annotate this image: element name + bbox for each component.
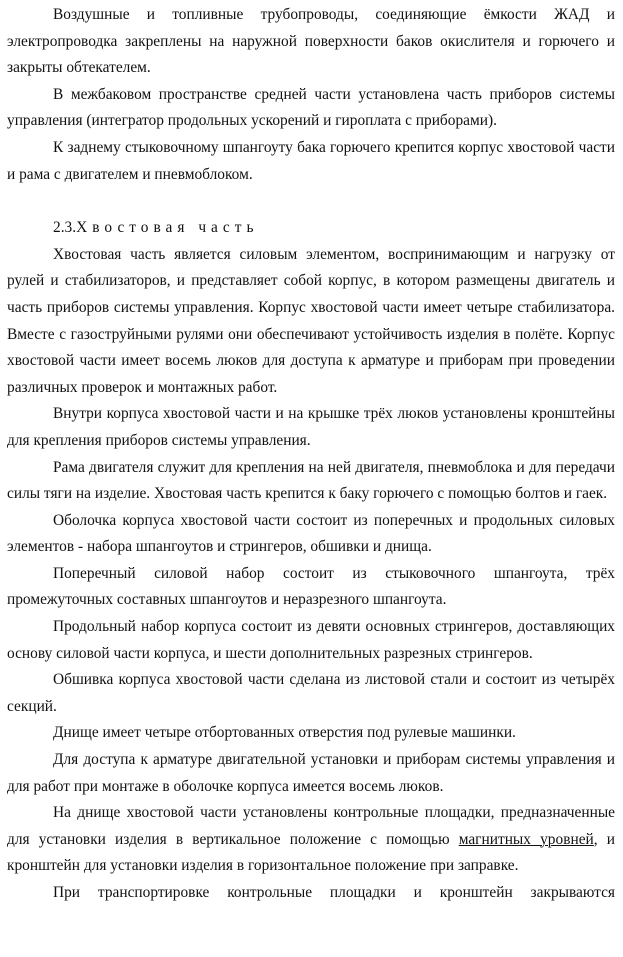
control-pads-text-end: , и кронштейн для установки изделия в горизонтальное положение при заправке.	[7, 830, 615, 875]
section-gap	[7, 188, 615, 215]
paragraph-pipelines: Воздушные и топливные трубопроводы, соединяющие ёмкости ЖАД и электропроводка закреплены на наружной поверхности баков окислителя и горючего и закрыты обтекателем.	[7, 6, 615, 77]
document-page	[7, 0, 615, 907]
paragraph-rear-frame: К заднему стыковочному шпангоуту бака горючего крепится корпус хвостовой части и рама с двигателем и пневмоблоком.	[7, 138, 615, 183]
paragraph-tail-description: Хвостовая часть является силовым элементом, воспринимающим и нагрузку от рулей и стабилизаторов, и представляет собой корпус, в котором размещены двигатель и часть приборов системы управления. Корпус хвостовой части имеет четыре стабилизатора. Вместе с газоструйными рулями они обеспечивают устойчивость изделия в полёте. Корпус хвостовой части имеет восемь люков для доступа к арматуре и приборам при проведении различных проверок и монтажных работ.	[7, 245, 615, 396]
section-number: 2.3.	[53, 219, 77, 237]
section-heading	[7, 215, 615, 242]
paragraph-skin: Обшивка корпуса хвостовой части сделана из листовой стали и состоит из четырёх секций.	[7, 671, 615, 715]
paragraph-engine-frame: Рама двигателя служит для крепления на ней двигателя, пневмоблока и для передачи силы тяги на изделие. Хвостовая часть крепится к баку горючего с помощью болтов и гаек.	[7, 458, 615, 503]
control-pads-text-start: На днище хвостовой части установлены контрольные площадки, предназначенные для установки изделия в вертикальное положение с помощью	[7, 804, 615, 848]
section-title: Хвостовая часть	[76, 219, 259, 237]
paragraph-interbank-space: В межбаковом пространстве средней части установлена часть приборов системы управления (интегратор продольных ускорений и гироплата с приборами).	[7, 85, 615, 130]
paragraph-transverse-set: Поперечный силовой набор состоит из стыковочного шпангоута, трёх промежуточных составных шпангоутов и неразрезного шпангоута.	[7, 564, 615, 609]
paragraph-control-pads	[7, 800, 615, 880]
paragraph-brackets: Внутри корпуса хвостовой части и на крышке трёх люков установлены кронштейны для крепления приборов системы управления.	[7, 405, 615, 449]
paragraph-shell: Оболочка корпуса хвостовой части состоит из поперечных и продольных силовых элементов - набора шпангоутов и стрингеров, обшивки и днища.	[7, 511, 615, 556]
paragraph-hatches: Для доступа к арматуре двигательной установки и приборам системы управления и для работ при монтаже в оболочке корпуса имеется восемь люков.	[7, 751, 615, 795]
paragraph-bottom: Днище имеет четыре отбортованных отверстия под рулевые машинки.	[53, 724, 516, 742]
paragraph-transport: При транспортировке контрольные площадки и кронштейн закрываются	[53, 884, 615, 901]
magnetic-levels-underlined: магнитных уровней	[458, 830, 594, 848]
paragraph-longitudinal-set: Продольный набор корпуса состоит из девяти основных стрингеров, доставляющих основу силовой части корпуса, и шести дополнительных разрезных стрингеров.	[7, 618, 615, 662]
